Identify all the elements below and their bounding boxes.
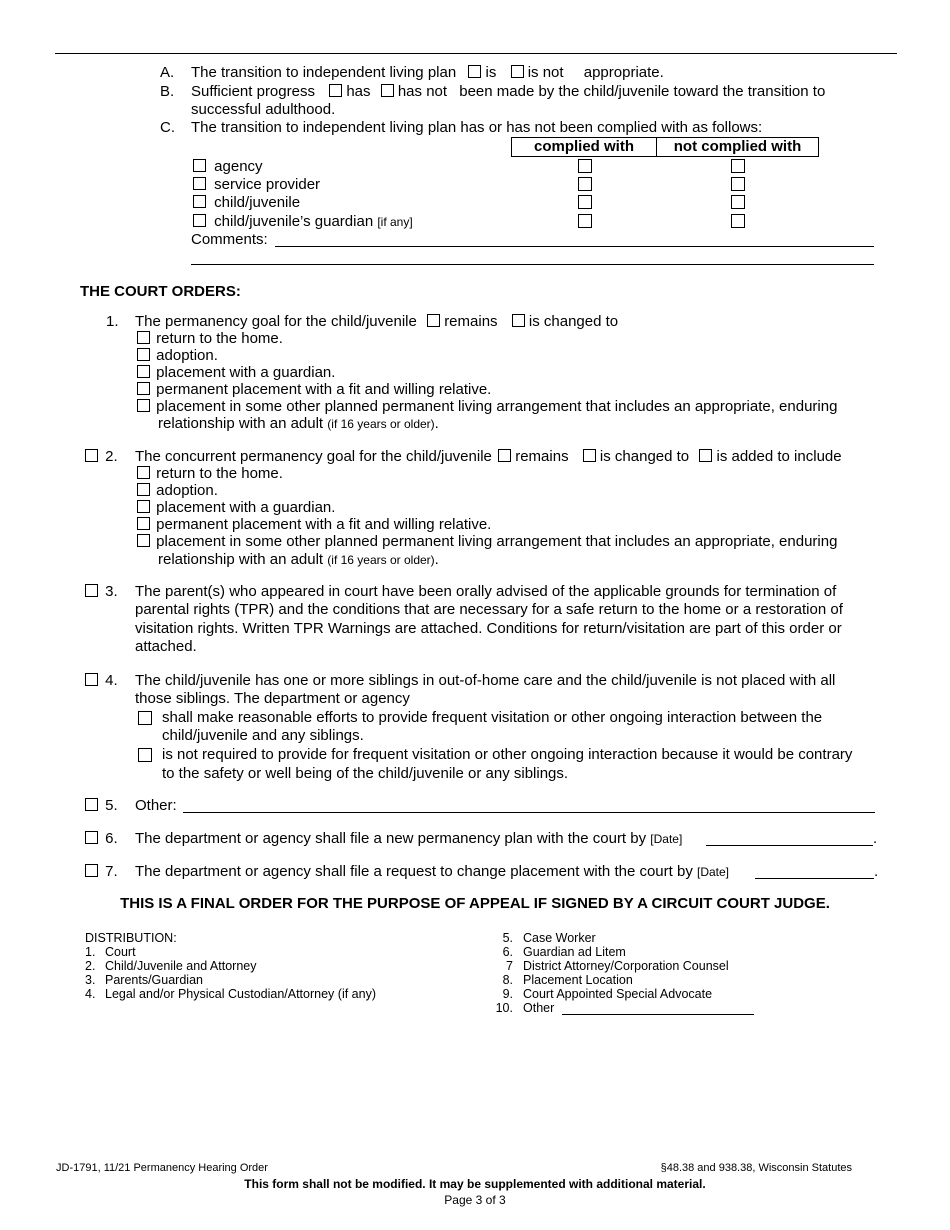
item3-line: parental rights (TPR) and the conditions that are necessary for a safe return to the home or a restoration of — [135, 601, 843, 618]
item4-shall-checkbox[interactable] — [138, 711, 152, 725]
party-service-provider-checkbox[interactable] — [193, 177, 206, 190]
item4-opt2-line: is not required to provide for frequent visitation or other ongoing interaction because it would be contrary — [162, 746, 853, 763]
distribution-item: 7 — [506, 959, 513, 973]
party-row: child/juvenile’s guardian [if any] — [193, 213, 413, 230]
transition-b-line2: successful adulthood. — [191, 101, 336, 118]
item4-checkbox[interactable] — [85, 673, 98, 686]
not-complied-child-checkbox[interactable] — [731, 195, 745, 209]
item1-option: return to the home. — [137, 330, 283, 347]
item2-option: placement in some other planned permanent living arrangement that includes an appropriate, enduring — [137, 533, 837, 550]
item2-return-home-checkbox[interactable] — [137, 466, 150, 479]
transition-b-has-checkbox[interactable] — [329, 84, 342, 97]
item3-line: attached. — [135, 638, 197, 655]
distribution-item-label: Court Appointed Special Advocate — [523, 987, 713, 1001]
item4-not-required-checkbox[interactable] — [138, 748, 152, 762]
item3-row: 3. — [85, 583, 118, 600]
distribution-item-label: Court — [105, 945, 136, 959]
distribution-item: 8. — [502, 973, 513, 987]
final-order-notice: THIS IS A FINAL ORDER FOR THE PURPOSE OF APPEAL IF SIGNED BY A CIRCUIT COURT JUDGE. — [120, 895, 830, 912]
item2-guardian-checkbox[interactable] — [137, 500, 150, 513]
item2-checkbox[interactable] — [85, 449, 98, 462]
top-rule — [55, 53, 897, 54]
distribution-item-label: District Attorney/Corporation Counsel — [523, 959, 729, 973]
item2-changed-checkbox[interactable] — [583, 449, 596, 462]
transition-c-text: The transition to independent living plan has or has not been complied with as follows: — [191, 119, 763, 136]
item1-option-cont: relationship with an adult (if 16 years or older). — [158, 415, 439, 432]
party-row: service provider — [193, 176, 320, 193]
page-number: Page 3 of 3 — [444, 1193, 506, 1207]
item1-changed-checkbox[interactable] — [512, 314, 525, 327]
party-guardian-checkbox[interactable] — [193, 214, 206, 227]
distribution-item: 9. — [502, 987, 513, 1001]
item5-other-line[interactable] — [183, 812, 875, 813]
item2-other-arrangement-checkbox[interactable] — [137, 534, 150, 547]
not-complied-agency-checkbox[interactable] — [731, 159, 745, 173]
distribution-item-label: Parents/Guardian — [105, 973, 203, 987]
distribution-item-label: Legal and/or Physical Custodian/Attorney (if any) — [105, 987, 376, 1001]
distribution-item: 3. — [85, 973, 96, 987]
item1-remains-checkbox[interactable] — [427, 314, 440, 327]
distribution-item-label: Child/Juvenile and Attorney — [105, 959, 257, 973]
item7-end: . — [874, 863, 879, 880]
complied-guardian-checkbox[interactable] — [578, 214, 592, 228]
item1-option: adoption. — [137, 347, 218, 364]
party-row: agency — [193, 158, 263, 175]
transition-b-letter: B. — [160, 83, 175, 100]
item4-row: 4. — [85, 672, 118, 689]
not-complied-header: not complied with — [657, 137, 819, 157]
item1-return-home-checkbox[interactable] — [137, 331, 150, 344]
item7-row: 7. — [85, 863, 118, 880]
item1-num: 1. — [106, 313, 119, 330]
item1-other-arrangement-checkbox[interactable] — [137, 399, 150, 412]
item2-added-checkbox[interactable] — [699, 449, 712, 462]
item1-option: placement in some other planned permanent living arrangement that includes an appropriate, enduring — [137, 398, 837, 415]
distribution-item: 1. — [85, 945, 96, 959]
transition-a-is-checkbox[interactable] — [468, 65, 481, 78]
item4-opt2-line: to the safety or well being of the child/juvenile or any siblings. — [162, 765, 569, 782]
item4-line: those siblings. The department or agency — [135, 690, 410, 707]
item2-row: 2. — [85, 448, 118, 465]
statutes: §48.38 and 938.38, Wisconsin Statutes — [660, 1162, 852, 1174]
item7-checkbox[interactable] — [85, 864, 98, 877]
item6-text: The department or agency shall file a new permanency plan with the court by [Date] — [135, 830, 683, 847]
item1-text: The permanency goal for the child/juvenile remains is changed to — [135, 313, 619, 330]
item2-option-cont: relationship with an adult (if 16 years or older). — [158, 551, 439, 568]
distribution-item-label: Guardian ad Litem — [523, 945, 626, 959]
distribution-item: 6. — [502, 945, 513, 959]
item4-opt1-line: shall make reasonable efforts to provide frequent visitation or other ongoing interaction between the — [162, 709, 823, 726]
orders-heading: THE COURT ORDERS: — [80, 283, 241, 300]
item7-text: The department or agency shall file a request to change placement with the court by [Date] — [135, 863, 730, 880]
distribution-item: 10. — [495, 1001, 513, 1015]
item6-checkbox[interactable] — [85, 831, 98, 844]
item2-adoption-checkbox[interactable] — [137, 483, 150, 496]
item5-checkbox[interactable] — [85, 798, 98, 811]
distribution-item: 5. — [502, 931, 513, 945]
item6-end: . — [873, 830, 878, 847]
complied-agency-checkbox[interactable] — [578, 159, 592, 173]
transition-b-has-not-checkbox[interactable] — [381, 84, 394, 97]
transition-c-letter: C. — [160, 119, 175, 136]
distribution-item-label: Placement Location — [523, 973, 633, 987]
not-complied-guardian-checkbox[interactable] — [731, 214, 745, 228]
distribution-heading: DISTRIBUTION: — [85, 931, 177, 945]
item1-option: permanent placement with a fit and willing relative. — [137, 381, 491, 398]
item3-line: visitation rights. Written TPR Warnings are attached. Conditions for return/visitation are part of this order or — [135, 620, 842, 637]
distribution-item: 4. — [85, 987, 96, 1001]
item1-relative-checkbox[interactable] — [137, 382, 150, 395]
complied-child-checkbox[interactable] — [578, 195, 592, 209]
party-agency-checkbox[interactable] — [193, 159, 206, 172]
item5-row: 5. — [85, 797, 118, 814]
item2-option: adoption. — [137, 482, 218, 499]
party-row: child/juvenile — [193, 194, 300, 211]
item2-option: return to the home. — [137, 465, 283, 482]
comments-label: Comments: — [191, 231, 268, 248]
transition-a-text: The transition to independent living plan is is not appropriate. — [191, 64, 664, 81]
item2-option: permanent placement with a fit and willing relative. — [137, 516, 491, 533]
complied-header: complied with — [511, 137, 657, 157]
distribution-item-label: Case Worker — [523, 931, 596, 945]
item1-option: placement with a guardian. — [137, 364, 335, 381]
distribution-other-line[interactable] — [562, 1014, 754, 1015]
not-complied-service-provider-checkbox[interactable] — [731, 177, 745, 191]
transition-a: A. — [160, 64, 175, 81]
item4-opt1-line: child/juvenile and any siblings. — [162, 727, 364, 744]
item6-row: 6. — [85, 830, 118, 847]
item2-relative-checkbox[interactable] — [137, 517, 150, 530]
item5-label: Other: — [135, 797, 177, 814]
item7-date-line[interactable] — [755, 878, 874, 879]
comments-line-1[interactable] — [275, 246, 874, 247]
form-id: JD-1791, 11/21 Permanency Hearing Order — [56, 1162, 268, 1174]
item1-guardian-checkbox[interactable] — [137, 365, 150, 378]
distribution-item-label: Other — [523, 1001, 555, 1015]
distribution-item: 2. — [85, 959, 96, 973]
item2-remains-checkbox[interactable] — [498, 449, 511, 462]
complied-service-provider-checkbox[interactable] — [578, 177, 592, 191]
item6-date-line[interactable] — [706, 845, 873, 846]
item2-option: placement with a guardian. — [137, 499, 335, 516]
item1-adoption-checkbox[interactable] — [137, 348, 150, 361]
party-child-checkbox[interactable] — [193, 195, 206, 208]
item3-line: The parent(s) who appeared in court have been orally advised of the applicable grounds for termination of — [135, 583, 837, 600]
comments-line-2[interactable] — [191, 264, 874, 265]
item2-text: The concurrent permanency goal for the child/juvenile remains is changed to is added to include — [135, 448, 842, 465]
item4-line: The child/juvenile has one or more siblings in out-of-home care and the child/juvenile is not placed with all — [135, 672, 836, 689]
item3-checkbox[interactable] — [85, 584, 98, 597]
form-notice: This form shall not be modified. It may be supplemented with additional material. — [244, 1177, 706, 1191]
transition-b-text: Sufficient progress has has not been made by the child/juvenile toward the transition to — [191, 83, 826, 100]
transition-a-is-not-checkbox[interactable] — [511, 65, 524, 78]
